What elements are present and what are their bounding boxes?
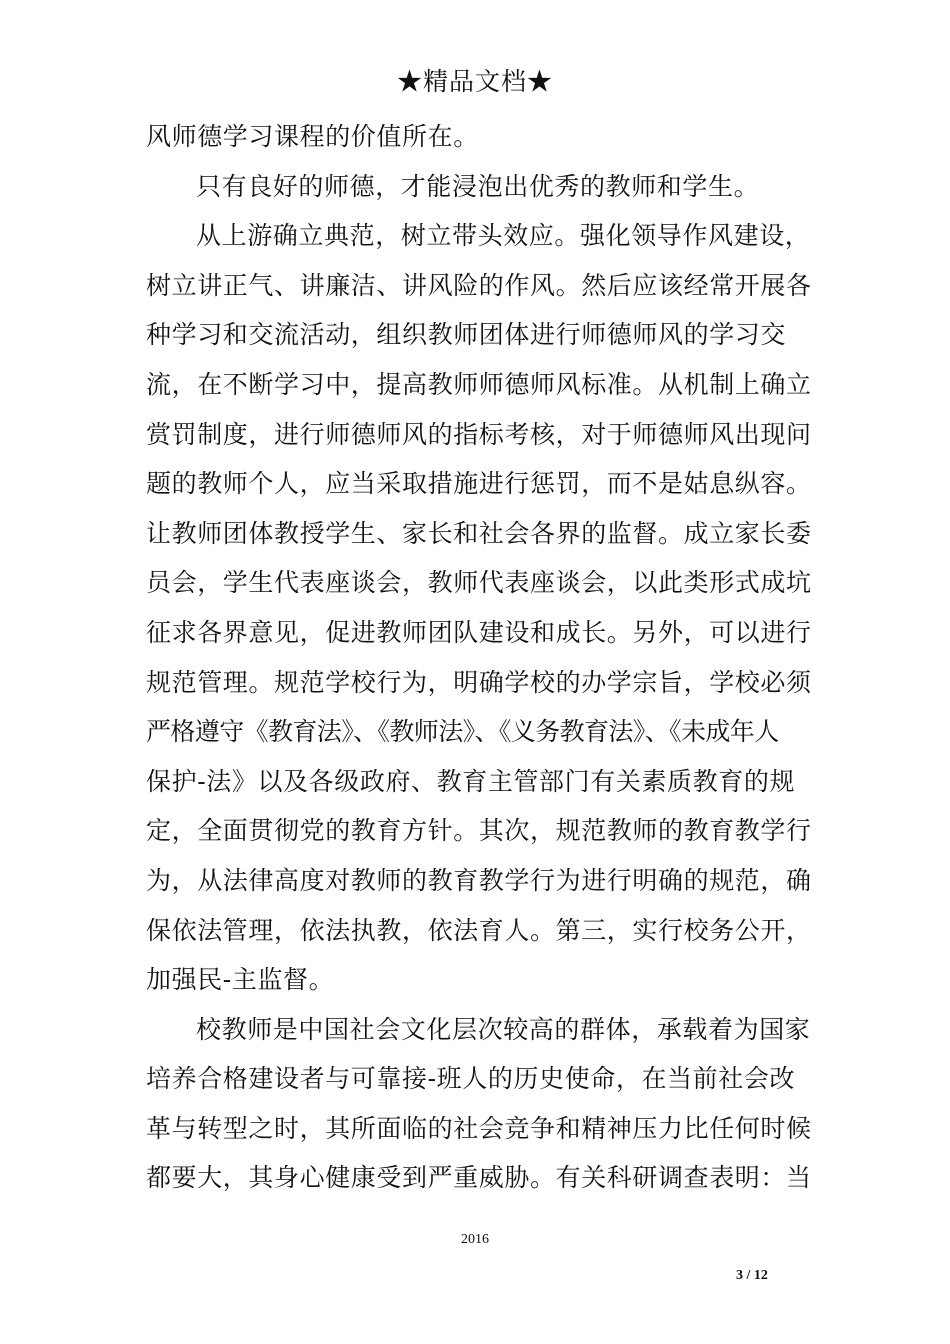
- document-body: [146, 112, 810, 1203]
- text-line: 革与转型之时，其所面临的社会竞争和精神压力比任何时候: [146, 1113, 812, 1143]
- text-line: 都要大，其身心健康受到严重威胁。有关科研调查表明：当: [146, 1163, 812, 1193]
- text-line: 为，从法律高度对教师的教育教学行为进行明确的规范，确: [146, 865, 812, 895]
- footer-year: 2016: [461, 1232, 489, 1247]
- text-line: 风师德学习课程的价值所在。: [146, 122, 479, 151]
- text-line: 种学习和交流活动，组织教师团体进行师德师风的学习交: [146, 320, 787, 350]
- text-line: 从上游确立典范，树立带头效应。强化领导作风建设，: [196, 221, 811, 251]
- text-line: 题的教师个人，应当采取措施进行惩罚，而不是姑息纵容。: [146, 469, 812, 499]
- text-line: 定，全面贯彻党的教育方针。其次，规范教师的教育教学行: [146, 816, 812, 846]
- text-line: 保护-法》以及各级政府、教育主管部门有关素质教育的规: [146, 766, 796, 796]
- text-line: 树立讲正气、讲廉洁、讲风险的作风。然后应该经常开展各: [146, 270, 812, 300]
- text-line: 员会，学生代表座谈会，教师代表座谈会，以此类形式成坑: [146, 568, 812, 598]
- text-line: 保依法管理，依法执教，依法育人。第三，实行校务公开，: [146, 915, 812, 945]
- text-line: 规范管理。规范学校行为，明确学校的办学宗旨，学校必须: [146, 667, 812, 697]
- text-line: 只有良好的师德，才能浸泡出优秀的教师和学生。: [196, 171, 760, 201]
- page-number: 3 / 12: [736, 1268, 768, 1283]
- text-line: 流，在不断学习中，提高教师师德师风标准。从机制上确立: [146, 369, 812, 399]
- text-line: 培养合格建设者与可靠接-班人的历史使命，在当前社会改: [146, 1064, 796, 1094]
- text-line: 加强民-主监督。: [146, 965, 335, 995]
- text-line: 征求各界意见，促进教师团队建设和成长。另外，可以进行: [146, 617, 812, 647]
- text-line: 让教师团体教授学生、家长和社会各界的监督。成立家长委: [146, 518, 812, 548]
- text-line: 校教师是中国社会文化层次较高的群体，承载着为国家: [196, 1014, 811, 1044]
- text-line: 严格遵守《教育法》、《教师法》、《义务教育法》、《未成年人: [146, 717, 779, 747]
- document-header-title: ★精品文档★: [396, 67, 553, 96]
- text-line: 赏罚制度，进行师德师风的指标考核，对于师德师风出现问: [146, 419, 812, 449]
